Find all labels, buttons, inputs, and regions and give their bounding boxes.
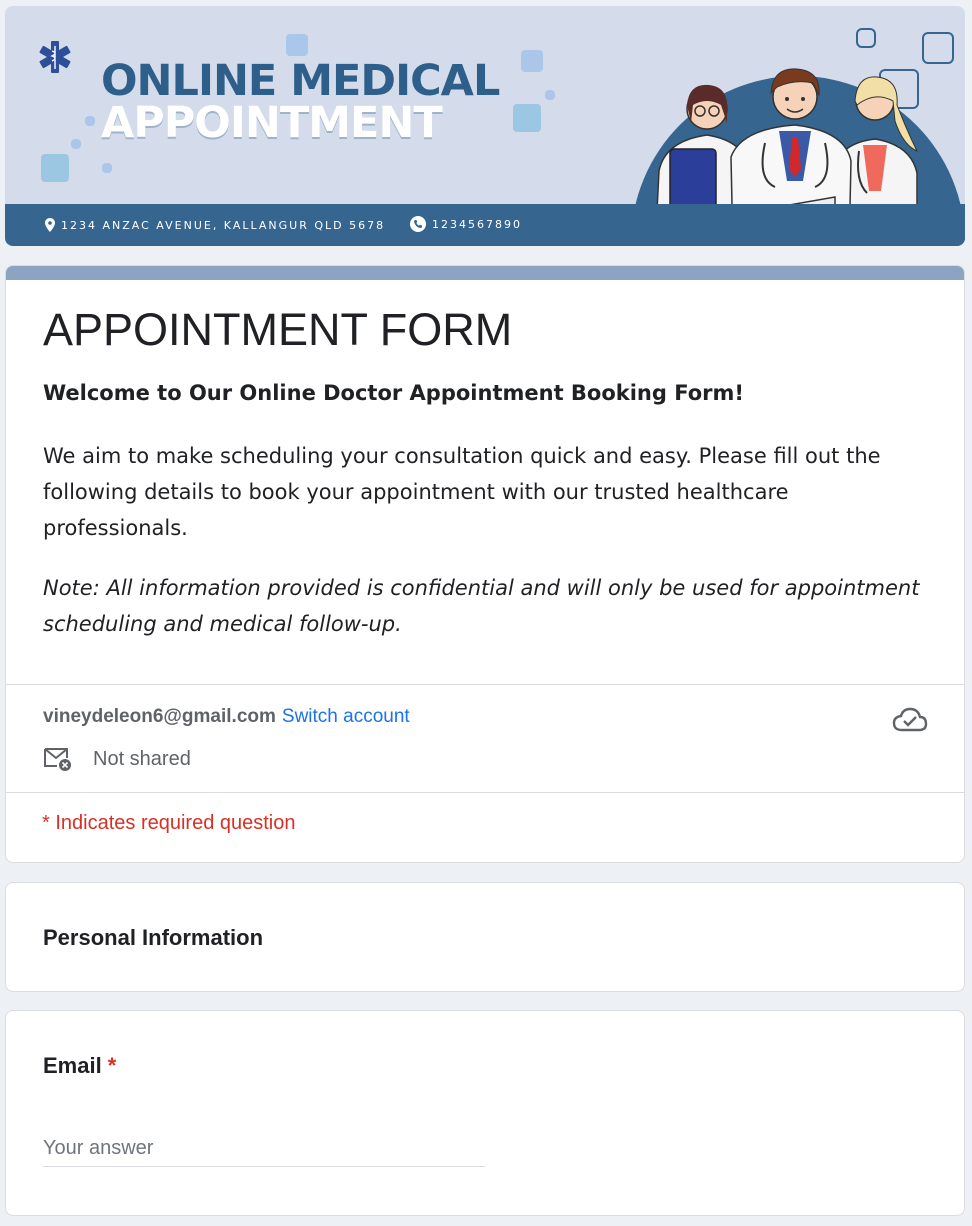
- mail-not-shared-icon: [43, 746, 73, 772]
- decorative-square: [286, 34, 308, 56]
- switch-account-link[interactable]: Switch account: [281, 706, 410, 727]
- decorative-square: [513, 104, 541, 132]
- shared-status-row: [43, 746, 191, 772]
- cloud-saved-icon[interactable]: [892, 706, 928, 734]
- form-header-card: [5, 265, 965, 863]
- decorative-outline-square: [856, 28, 876, 48]
- decorative-outline-square: [922, 32, 954, 64]
- required-asterisk: *: [107, 1053, 117, 1078]
- banner-contact-bar: [5, 204, 965, 246]
- phone-line: [410, 216, 522, 232]
- decorative-square: [521, 50, 543, 72]
- star-of-life-icon: [37, 39, 73, 75]
- form-description: We aim to make scheduling your consultation quick and easy. Please fill out the following details to book your appointment with our trusted healthcare professionals.: [43, 444, 881, 540]
- phone-icon: [410, 216, 426, 232]
- required-note: * Indicates required question: [42, 812, 296, 834]
- decorative-square: [85, 116, 95, 126]
- address-line: [45, 218, 385, 232]
- email-field[interactable]: [43, 1131, 485, 1167]
- phone-text: 1234567890: [432, 217, 522, 231]
- question-label-text: Email: [43, 1053, 102, 1078]
- question-card-email: [5, 1010, 965, 1216]
- decorative-square: [102, 163, 112, 173]
- form-note: Note: All information provided is confidential and will only be used for appointment scheduling and medical follow-up.: [43, 576, 920, 636]
- address-text: 1234 ANZAC AVENUE, KALLANGUR QLD 5678: [61, 218, 386, 232]
- form-title: APPOINTMENT FORM: [43, 304, 513, 355]
- header-banner: [5, 6, 965, 246]
- section-title: Personal Information: [43, 925, 264, 950]
- divider: [6, 792, 964, 793]
- decorative-square: [71, 139, 81, 149]
- account-email: vineydeleon6@gmail.com: [43, 706, 276, 727]
- decorative-square: [545, 90, 555, 100]
- card-accent-bar: [6, 266, 964, 280]
- shared-status-text: Not shared: [93, 747, 191, 770]
- account-row: [43, 706, 410, 728]
- location-pin-icon: [45, 218, 55, 232]
- banner-title-line1: ONLINE MEDICAL: [101, 56, 500, 106]
- question-label: [43, 1053, 116, 1079]
- banner-title-line2: APPOINTMENT: [101, 98, 442, 148]
- divider: [6, 684, 964, 685]
- section-card: [5, 882, 965, 992]
- form-welcome: Welcome to Our Online Doctor Appointment Booking Form!: [43, 381, 744, 405]
- decorative-square: [41, 154, 69, 182]
